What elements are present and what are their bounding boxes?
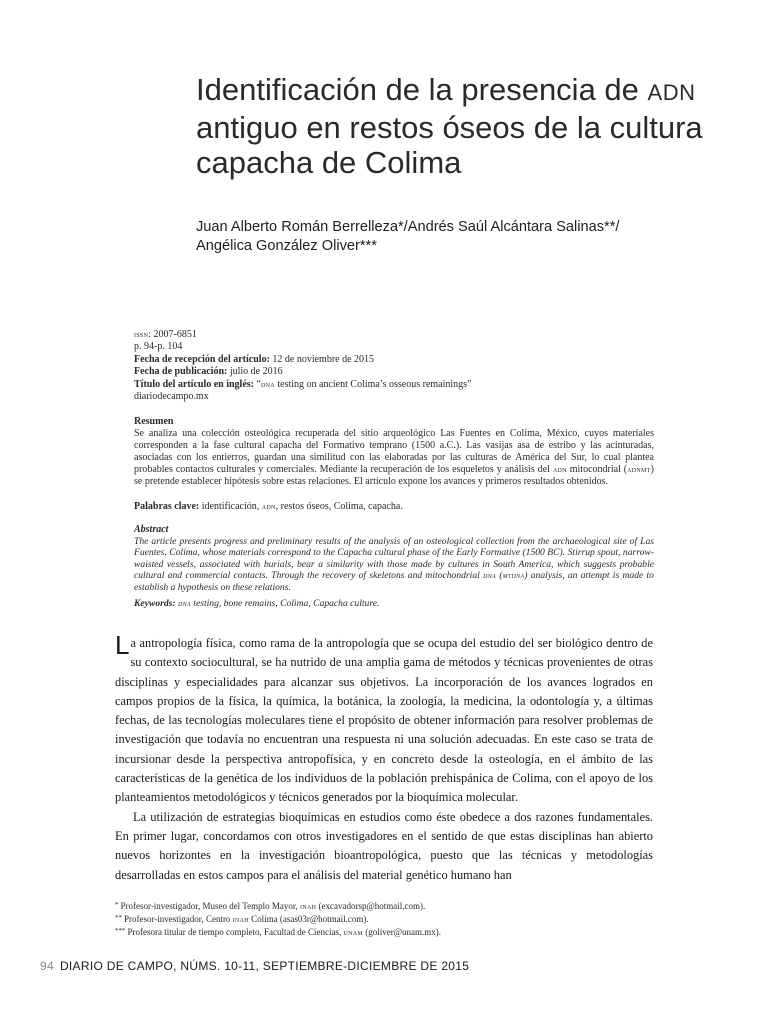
published-label: Fecha de publicación:	[134, 366, 228, 378]
palabras-clave-label: Palabras clave:	[134, 501, 200, 512]
abstract-acronym-2: mtdna	[502, 571, 525, 581]
resumen-part3: ) se pretende establecer hipótesis sobre estas relaciones. El artículo expone los avances y primeros resultados obtenidos.	[134, 464, 654, 488]
article-title	[196, 72, 716, 180]
received-label: Fecha de recepción del artículo:	[134, 353, 270, 365]
resumen-heading: Resumen	[134, 416, 174, 427]
author-list	[196, 218, 716, 256]
authors-line-1: Juan Alberto Román Berrelleza*/Andrés Saúl Alcántara Salinas**/	[196, 219, 620, 235]
english-title-acronym: dna	[260, 379, 275, 389]
footnote-3-part1: Profesora titular de tiempo completo, Facultad de Ciencias,	[127, 926, 344, 937]
resumen-part1: Se analiza una colección osteológica recuperada del sitio arqueológico Las Fuentes en Colima, México, cuyos materiales corresponden a la fase cultural capacha del Formativo temprano (1500 a.C.). Las vasijas asa de estribo y las acinturadas, asociadas con los entierros, guardan una similitud con las elaboradas por las culturas de América del Sur, lo cual plantea probables contactos culturales y comerciales. Mediante la recuperación de los esqueletos y análisis del	[134, 428, 654, 476]
abstract-keywords	[134, 598, 654, 609]
abstract-acronym-1: dna	[483, 571, 496, 581]
received-value: 12 de noviembre de 2015	[269, 353, 375, 365]
keywords-acronym: dna	[177, 599, 191, 608]
title-acronym: ADN	[647, 80, 696, 105]
footnote-3-mark: ***	[115, 926, 126, 935]
palabras-clave-part2: , restos óseos, Colima, capacha.	[275, 501, 403, 512]
abstract-part3: ) analysis, an attempt is made to establish a hypothesis on these relations.	[134, 570, 654, 593]
footnote-2-part1: Profesor-investigador, Centro	[124, 913, 233, 924]
footnote-3	[115, 926, 653, 939]
issn-line	[134, 329, 654, 341]
pages-line: p. 94-p. 104	[134, 341, 183, 353]
website-link[interactable]: diariodecampo.mx	[134, 391, 209, 403]
received-line	[134, 354, 654, 366]
abstract-text	[134, 536, 654, 593]
english-title-rest: testing on ancient Colima’s osseous remainings”	[274, 378, 472, 390]
body-paragraph-1-text: a antropología física, como rama de la antropología que se ocupa del estudio del ser biológico dentro de su contexto sociocultural, se ha nutrido de una amplia gama de métodos y técnicas provenientes de otras disciplinas y especialidades para alcanzar sus objetivos. La incorporación de los avances logrados en campos propios de la física, la química, la botánica, la zoología, la medicina, la odontología y, a últimas fechas, de las tecnologías moleculares tiene el propósito de obtener información para resolver problemas de investigación que todavía no encuentran una respuesta ni una solución adecuadas. En este caso se trata de incursionar desde la perspectiva antropofísica, y en concreto desde la osteología, en el ámbito de las características de la genética de los individuos de la población prehispánica de Colima, con el apoyo de los planteamientos metodológicos y técnicos generados por la bioquímica molecular.	[115, 636, 653, 805]
footnote-2	[115, 913, 653, 926]
body-paragraph-1	[115, 630, 653, 808]
footnotes	[115, 900, 653, 938]
footnote-1-part2: (excavadorsp@hotmail.com).	[316, 901, 426, 911]
authors-line-2: Angélica González Oliver***	[196, 238, 377, 254]
palabras-clave-acronym: adn	[261, 502, 276, 511]
abstract-part2: (	[495, 570, 503, 582]
english-title-line	[134, 379, 654, 391]
footnote-2-acronym: inah	[232, 914, 249, 924]
running-title: DIARIO DE CAMPO, NÚMS. 10-11, SEPTIEMBRE-DICIEMBRE DE 2015	[59, 959, 470, 973]
abstract-heading: Abstract	[134, 524, 169, 535]
resumen-text	[134, 428, 654, 488]
footnote-2-part2: Colima (asas03r@hotmail.com).	[248, 913, 369, 924]
palabras-clave	[134, 501, 654, 513]
published-line	[134, 366, 654, 378]
keywords-rest: testing, bone remains, Colima, Capacha culture.	[190, 598, 380, 609]
page-footer	[40, 959, 469, 973]
resumen-part2: mitocondrial (	[566, 464, 628, 476]
footnote-3-part2: (goliver@unam.mx).	[363, 926, 442, 937]
palabras-clave-part1: identificación,	[199, 501, 262, 512]
issn-label: issn	[134, 330, 149, 339]
footnote-1-part1: Profesor-investigador, Museo del Templo Mayor,	[120, 901, 301, 911]
footnote-1-mark: *	[115, 901, 119, 909]
page-number: 94	[40, 959, 54, 973]
body-text	[115, 630, 653, 885]
footnote-2-mark: **	[115, 913, 122, 922]
body-paragraph-2: La utilización de estrategias bioquímicas en estudios como éste obedece a dos razones fundamentales. En primer lugar, concordamos con otros investigadores en el sentido de que estas disciplinas han abierto nuevos horizontes en la investigación bioantropológica, puesto que las técnicas y metodologías desarrolladas en estos campos para el análisis del material genético humano han	[115, 809, 653, 882]
abstract-part1: The article presents progress and preliminary results of the analysis of an osteological collection from the archaeological site of Las Fuentes, Colima, whose materials correspond to the Capacha cultural phase of the Early Formative (1500 BC). Stirrup spout, narrow-waisted vessels, associated with burials, bear a similarity with those made by cultures in South America, which suggests probable cultural and commercial contacts. Through the recovery of skeletons and mitochondrial	[134, 536, 654, 582]
footnote-3-acronym: unam	[343, 927, 363, 937]
keywords-label: Keywords:	[134, 598, 176, 609]
footnote-1	[115, 900, 653, 913]
title-part1: Identificación de la presencia de	[196, 72, 648, 107]
resumen-acronym-2: adnmt	[627, 465, 651, 475]
drop-cap: L	[115, 630, 130, 660]
english-title-label: Título del artículo en inglés:	[134, 378, 254, 390]
footnote-1-acronym: inah	[300, 902, 317, 911]
published-value: julio de 2016	[227, 366, 283, 378]
resumen-acronym-1: adn	[552, 465, 567, 475]
article-metadata	[134, 329, 654, 403]
title-part2: antiguo en restos óseos de la cultura capacha de Colima	[196, 110, 703, 180]
english-title-open: “	[254, 378, 261, 390]
issn-value: : 2007-6851	[148, 329, 197, 340]
